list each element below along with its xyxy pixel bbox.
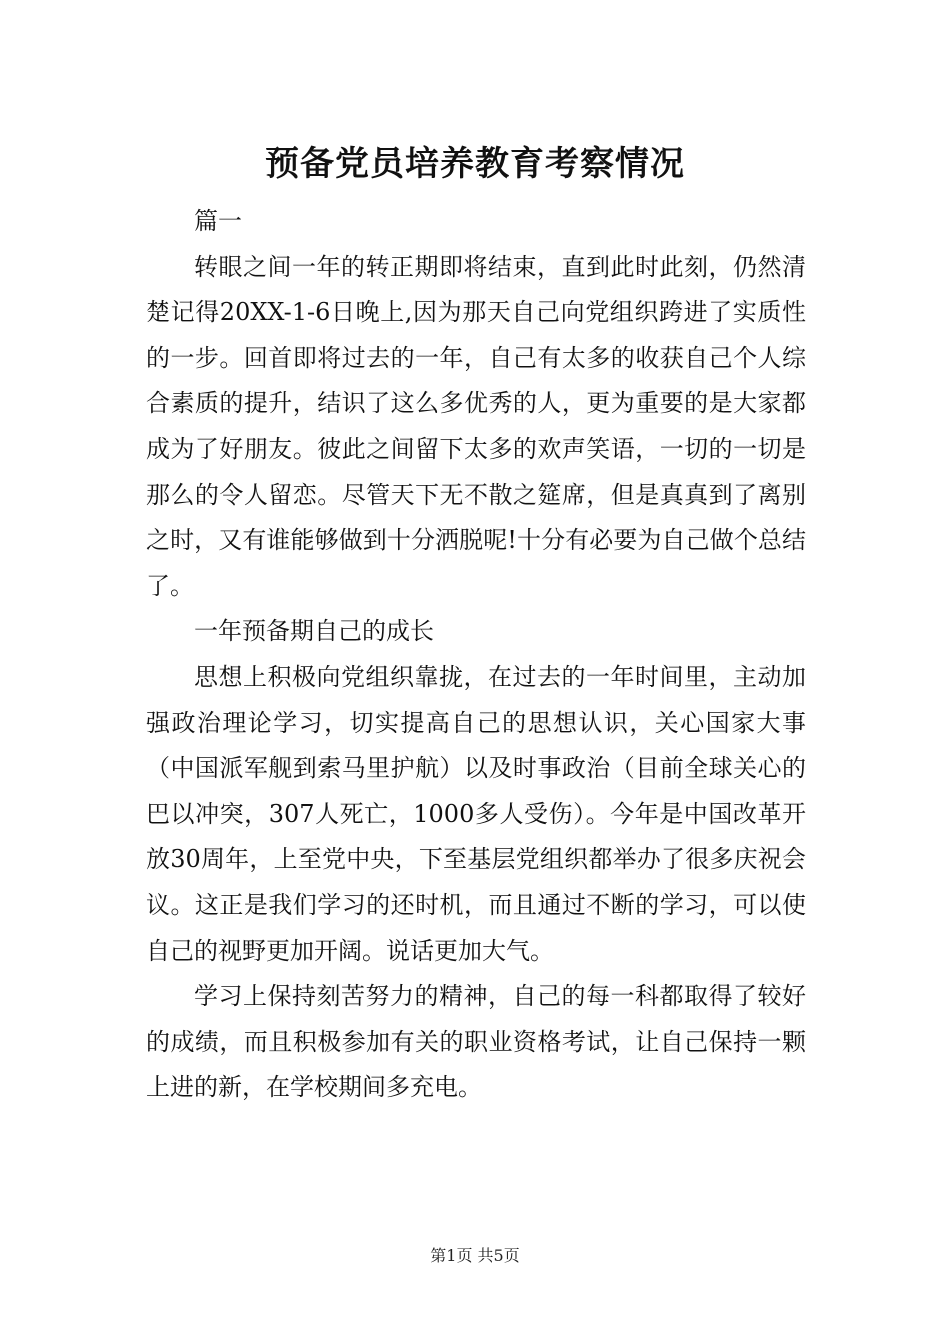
subsection-heading: 一年预备期自己的成长 [194, 617, 434, 646]
document-body [146, 199, 806, 1111]
paragraph: 思想上积极向党组织靠拢，在过去的一年时间里，主动加强政治理论学习，切实提高自己的思想认识，关心国家大事（中国派军舰到索马里护航）以及时事政治（目前全球关心的巴以冲突，307人死亡，1000多人受伤）。今年是中国改革开放30周年，上至党中央，下至基层党组织都举办了很多庆祝会议。这正是我们学习的还时机，而且通过不断的学习，可以使自己的视野更加开阔。说话更加大气。 [146, 662, 806, 965]
document-title: 预备党员培养教育考察情况 [265, 144, 685, 184]
paragraph: 学习上保持刻苦努力的精神，自己的每一科都取得了较好的成绩，而且积极参加有关的职业资格考试，让自己保持一颗上进的新，在学校期间多充电。 [146, 982, 806, 1102]
paragraph: 转眼之间一年的转正期即将结束，直到此时此刻，仍然清楚记得20XX-1-6日晚上,因为那天自己向党组织跨进了实质性的一步。回首即将过去的一年，自己有太多的收获自己个人综合素质的提升，结识了这么多优秀的人，更为重要的是大家都成为了好朋友。彼此之间留下太多的欢声笑语，一切的一切是那么的令人留恋。尽管天下无不散之筵席，但是真真到了离别之时，又有谁能够做到十分洒脱呢!十分有必要为自己做个总结了。 [146, 252, 806, 600]
page-footer: 第1页 共5页 [430, 1246, 520, 1265]
section-heading: 篇一 [194, 207, 242, 235]
